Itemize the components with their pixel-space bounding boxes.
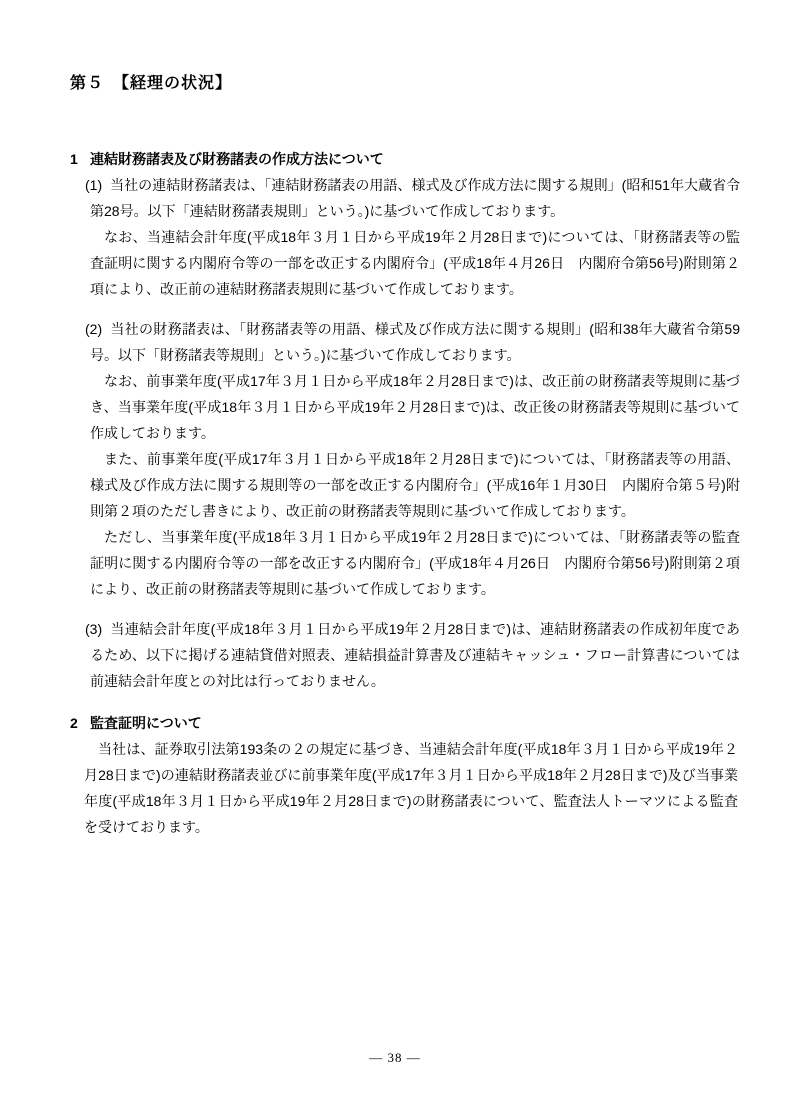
section-2-body xyxy=(84,736,738,840)
section-financial-statements-preparation xyxy=(0,146,790,694)
section-2-number: 2 xyxy=(70,715,78,731)
paragraph: 当社は、証券取引法第193条の２の規定に基づき、当連結会計年度(平成18年３月１日から平成19年２月28日まで)の連結財務諸表並びに前事業年度(平成17年３月１日から平成18年２月28日まで)及び当事業年度(平成18年３月１日から平成19年２月28日まで)の財務諸表について、監査法人トーマツによる監査を受けております。 xyxy=(84,741,738,835)
section-2-title: 監査証明について xyxy=(90,715,202,731)
paragraph xyxy=(85,316,740,368)
section-1-title: 連結財務諸表及び財務諸表の作成方法について xyxy=(90,151,384,167)
page-content xyxy=(0,146,790,840)
item-2-marker: (2) xyxy=(85,321,103,337)
item-2 xyxy=(85,316,740,602)
paragraph-text: 当連結会計年度(平成18年３月１日から平成19年２月28日まで)は、連結財務諸表の作成初年度であるため、以下に掲げる連結貸借対照表、連結損益計算書及び連結キャッシュ・フロー計算書については前連結会計年度との対比は行っておりません。 xyxy=(90,621,740,689)
paragraph-text: 当社の財務諸表は、「財務諸表等の用語、様式及び作成方法に関する規則」(昭和38年大蔵省令第59号。以下「財務諸表等規則」という。)に基づいて作成しております。 xyxy=(90,321,740,363)
section-1-number: 1 xyxy=(70,151,78,167)
section-1-heading xyxy=(70,146,790,172)
item-3 xyxy=(85,616,740,694)
paragraph: ただし、当事業年度(平成18年３月１日から平成19年２月28日まで)については、「財務諸表等の監査証明に関する内閣府令等の一部を改正する内閣府令」(平成18年４月26日 内閣府令第56号)附則第２項により、改正前の財務諸表等規則に基づいて作成しております。 xyxy=(90,529,740,597)
item-3-marker: (3) xyxy=(85,621,103,637)
item-1 xyxy=(85,172,740,302)
item-1-marker: (1) xyxy=(85,177,103,193)
paragraph: なお、当連結会計年度(平成18年３月１日から平成19年２月28日まで)については、「財務諸表等の監査証明に関する内閣府令等の一部を改正する内閣府令」(平成18年４月26日 内閣府令第56号)附則第２項により、改正前の連結財務諸表規則に基づいて作成しております。 xyxy=(90,229,740,297)
paragraph: また、前事業年度(平成17年３月１日から平成18年２月28日まで)については、「財務諸表等の用語、様式及び作成方法に関する規則等の一部を改正する内閣府令」(平成16年１月30日 内閣府令第５号)附則第２項のただし書きにより、改正前の財務諸表等規則に基づいて作成しております。 xyxy=(90,451,740,519)
paragraph: なお、前事業年度(平成17年３月１日から平成18年２月28日まで)は、改正前の財務諸表等規則に基づき、当事業年度(平成18年３月１日から平成19年２月28日まで)は、改正後の財務諸表等規則に基づいて作成しております。 xyxy=(90,373,740,441)
paragraph xyxy=(85,616,740,694)
section-audit-certification xyxy=(0,710,790,840)
page-number: ― 38 ― xyxy=(369,1050,421,1065)
page-title: 第５ 【経理の状況】 xyxy=(70,75,233,92)
paragraph xyxy=(85,172,740,224)
section-2-heading xyxy=(70,710,790,736)
paragraph-text: 当社の連結財務諸表は、「連結財務諸表の用語、様式及び作成方法に関する規則」(昭和51年大蔵省令第28号。以下「連結財務諸表規則」という。)に基づいて作成しております。 xyxy=(90,177,740,219)
